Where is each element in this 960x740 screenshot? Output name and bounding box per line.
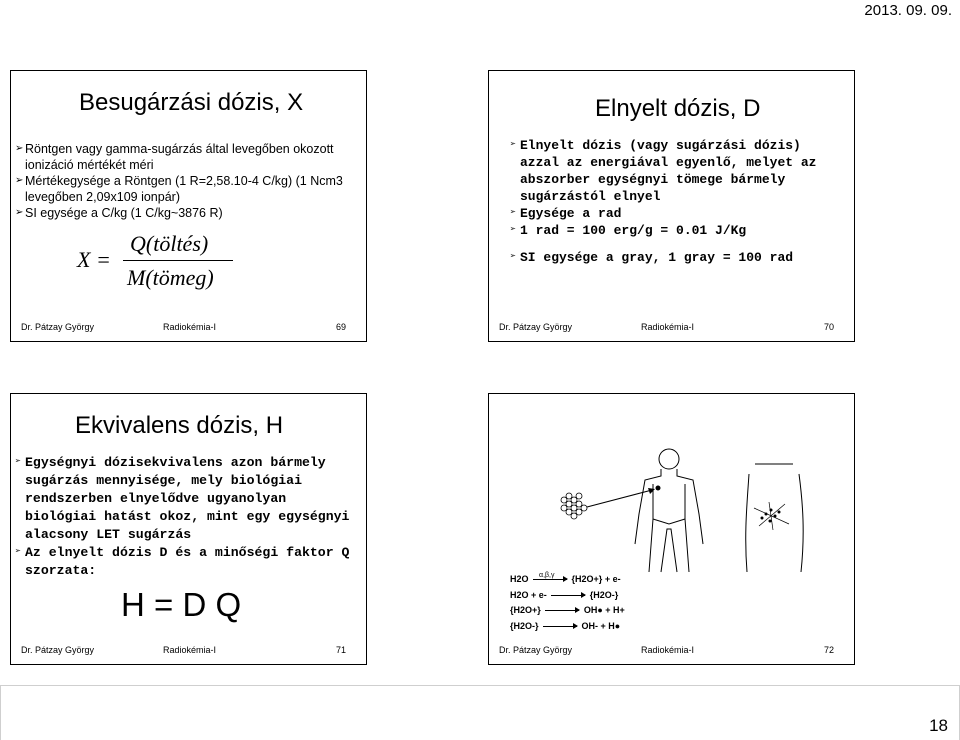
footer-course: Radiokémia-I <box>641 645 695 655</box>
footer-course: Radiokémia-I <box>163 645 217 655</box>
list-item: ➢ SI egysége a gray, 1 gray = 100 rad <box>510 250 794 265</box>
arrow-bullet-icon: ➢ <box>510 225 517 236</box>
page-number: 18 <box>929 716 948 735</box>
slide-number: 69 <box>335 322 346 332</box>
footer-course: Radiokémia-I <box>641 322 695 332</box>
bullet-list <box>510 137 845 266</box>
reaction-arrow-icon <box>545 610 579 611</box>
equation: H = D Q <box>121 586 242 623</box>
slide-70 <box>488 70 855 342</box>
formula-numerator: Q(töltés) <box>130 231 209 256</box>
reaction-line: H2O α,β,γ {H2O+} + e- <box>510 572 621 584</box>
reaction-arrow-icon: α,β,γ <box>533 579 567 580</box>
slide-title: Ekvivalens dózis, H <box>75 412 284 439</box>
radiation-arrow-icon <box>587 488 655 507</box>
list-item: ➢ Egységnyi dózisekvivalens azon bármely sugárzás mennyisége, mely biológiai rendszerben elnyelődve ugyanolyan biológiai hatást okoz, mint egy egységnyi alacsony LET sugárzás <box>15 455 350 542</box>
page-date: 2013. 09. 09. <box>864 2 952 19</box>
scatter-rays-icon <box>754 502 789 530</box>
list-item: ➢ Elnyelt dózis (vagy sugárzási dózis) azzal az energiával egyenlő, melyet az abszorber egységnyi tömege bármely sugárzástól elnyel <box>510 138 817 204</box>
footer-author: Dr. Pátzay György <box>499 322 573 332</box>
footer-author: Dr. Pátzay György <box>499 645 573 655</box>
list-item: ➢ SI egysége a C/kg (1 C/kg~3876 R) <box>15 206 223 220</box>
page-frame <box>0 685 960 740</box>
footer-author: Dr. Pátzay György <box>21 322 95 332</box>
arrow-bullet-icon: ➢ <box>510 208 517 219</box>
slide-72 <box>488 393 855 665</box>
reaction-line: {H2O+} OH● + H+ <box>510 605 625 615</box>
arrow-bullet-icon: ➢ <box>15 175 24 186</box>
slide-69 <box>10 70 367 342</box>
reaction-arrow-icon <box>543 626 577 627</box>
particle-cluster-icon <box>561 493 587 519</box>
footer-course: Radiokémia-I <box>163 322 217 332</box>
human-body-irradiation-diagram <box>549 444 829 574</box>
arrow-bullet-icon: ➢ <box>15 207 24 218</box>
list-item: ➢ Röntgen vagy gamma-sugárzás által levegőben okozott ionizáció mértékét méri <box>15 142 334 172</box>
radiolysis-reactions <box>510 572 625 634</box>
slide-number: 71 <box>335 645 346 655</box>
list-item: ➢ Mértékegysége a Röntgen (1 R=2,58.10-4 C/kg) (1 Ncm3 levegőben 2,09x109 ionpár) <box>15 174 343 204</box>
impact-point-icon <box>656 486 661 491</box>
scatter-body-icon <box>746 464 803 572</box>
slide-71 <box>10 393 367 665</box>
reaction-line: {H2O-} OH- + H● <box>510 620 621 631</box>
arrow-bullet-icon: ➢ <box>15 143 24 154</box>
slide-title: Elnyelt dózis, D <box>595 95 761 122</box>
arrow-bullet-icon: ➢ <box>510 252 517 263</box>
slide-number: 72 <box>823 645 834 655</box>
slide-number: 70 <box>823 322 834 332</box>
bullet-list <box>15 141 360 221</box>
reaction-arrow-icon <box>551 595 585 596</box>
formula-denominator: M(tömeg) <box>127 265 214 290</box>
fraction-line <box>123 260 233 261</box>
reaction-line: H2O + e- {H2O-} <box>510 589 619 600</box>
bullet-list <box>15 454 360 580</box>
slide-title: Besugárzási dózis, X <box>79 89 304 116</box>
human-body-icon <box>635 449 703 572</box>
footer-author: Dr. Pátzay György <box>21 645 95 655</box>
arrow-bullet-icon: ➢ <box>15 457 22 468</box>
arrow-bullet-icon: ➢ <box>15 547 22 558</box>
arrow-bullet-icon: ➢ <box>510 140 517 151</box>
formula-lhs: X = <box>77 247 111 272</box>
list-item: ➢ 1 rad = 100 erg/g = 0.01 J/Kg <box>510 223 747 238</box>
list-item: ➢ Az elnyelt dózis D és a minőségi faktor Q szorzata: <box>15 545 350 578</box>
list-item: ➢ Egysége a rad <box>510 206 622 221</box>
